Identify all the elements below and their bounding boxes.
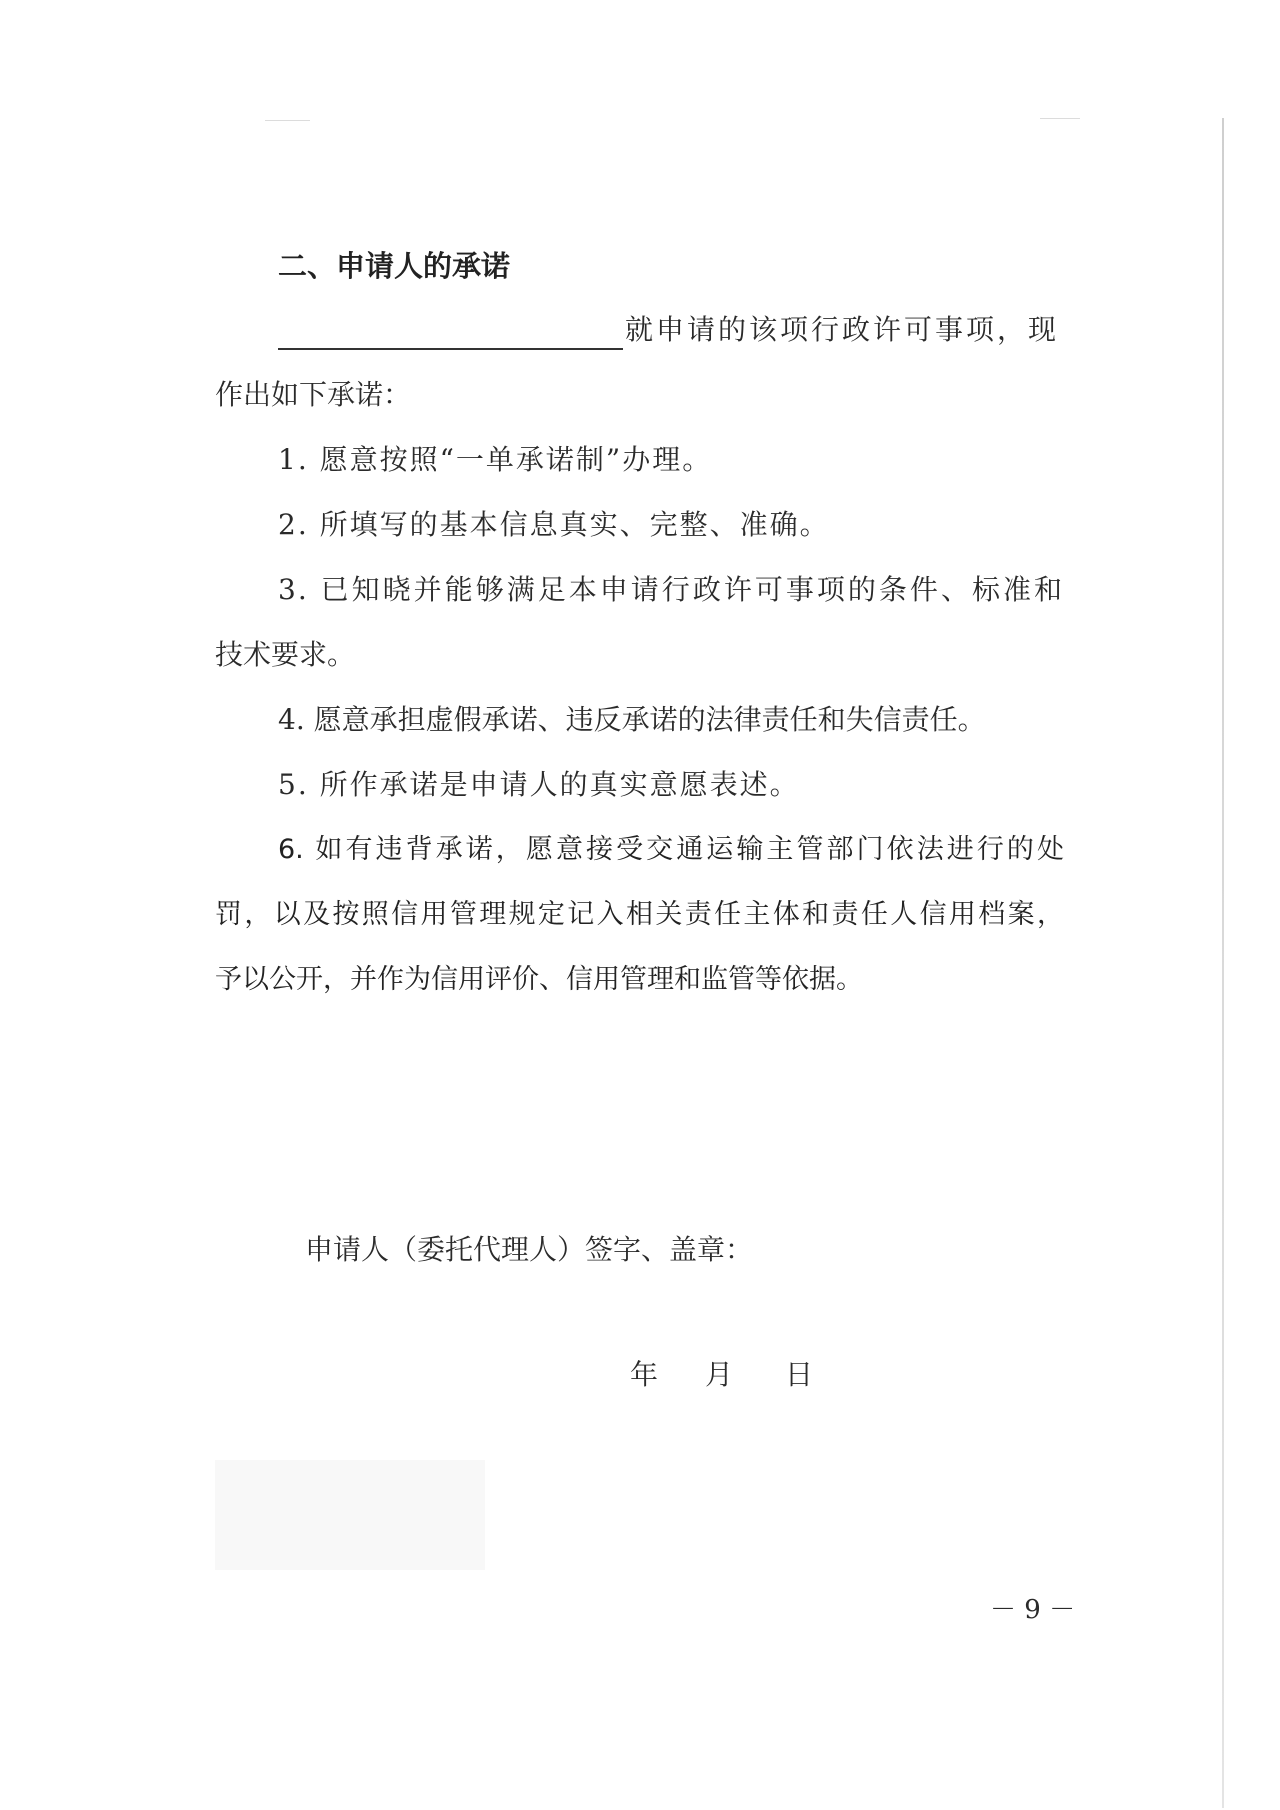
intro-line-2: 作出如下承诺： [215,378,412,411]
applicant-name-blank [278,310,623,350]
commitment-item-2: 2. 所填写的基本信息真实、完整、准确。 [278,508,830,541]
commitment-item-4: 4. 愿意承担虚假承诺、违反承诺的法律责任和失信责任。 [278,703,986,736]
signature-label: 申请人（委托代理人）签字、盖章： [305,1233,754,1266]
page-number: － 9 － [990,1595,1076,1625]
scan-page-edge [1222,118,1224,1808]
commitment-item-6: 6. 如有违背承诺，愿意接受交通运输主管部门依法进行的处 [278,834,1064,865]
date-year: 年 [630,1358,659,1391]
commitment-item-3-cont: 技术要求。 [215,638,356,671]
date-month: 月 [705,1358,734,1391]
scan-mark [1040,118,1080,119]
scan-smudge [215,1460,485,1570]
commitment-item-3: 3. 已知晓并能够满足本申请行政许可事项的条件、标准和 [278,573,1064,606]
date-day: 日 [785,1358,814,1391]
commitment-item-5: 5. 所作承诺是申请人的真实意愿表述。 [278,768,800,801]
commitment-item-1: 1. 愿意按照“一单承诺制”办理。 [278,443,713,476]
intro-line-1-text: 就申请的该项行政许可事项，现 [625,313,1060,346]
scan-mark [265,120,310,121]
commitment-item-6-end: 予以公开，并作为信用评价、信用管理和监管等依据。 [215,964,863,995]
section-title: 二、申请人的承诺 [278,249,511,283]
intro-line-1 [278,310,1059,350]
commitment-item-6-cont: 罚，以及按照信用管理规定记入相关责任主体和责任人信用档案， [215,899,1064,930]
